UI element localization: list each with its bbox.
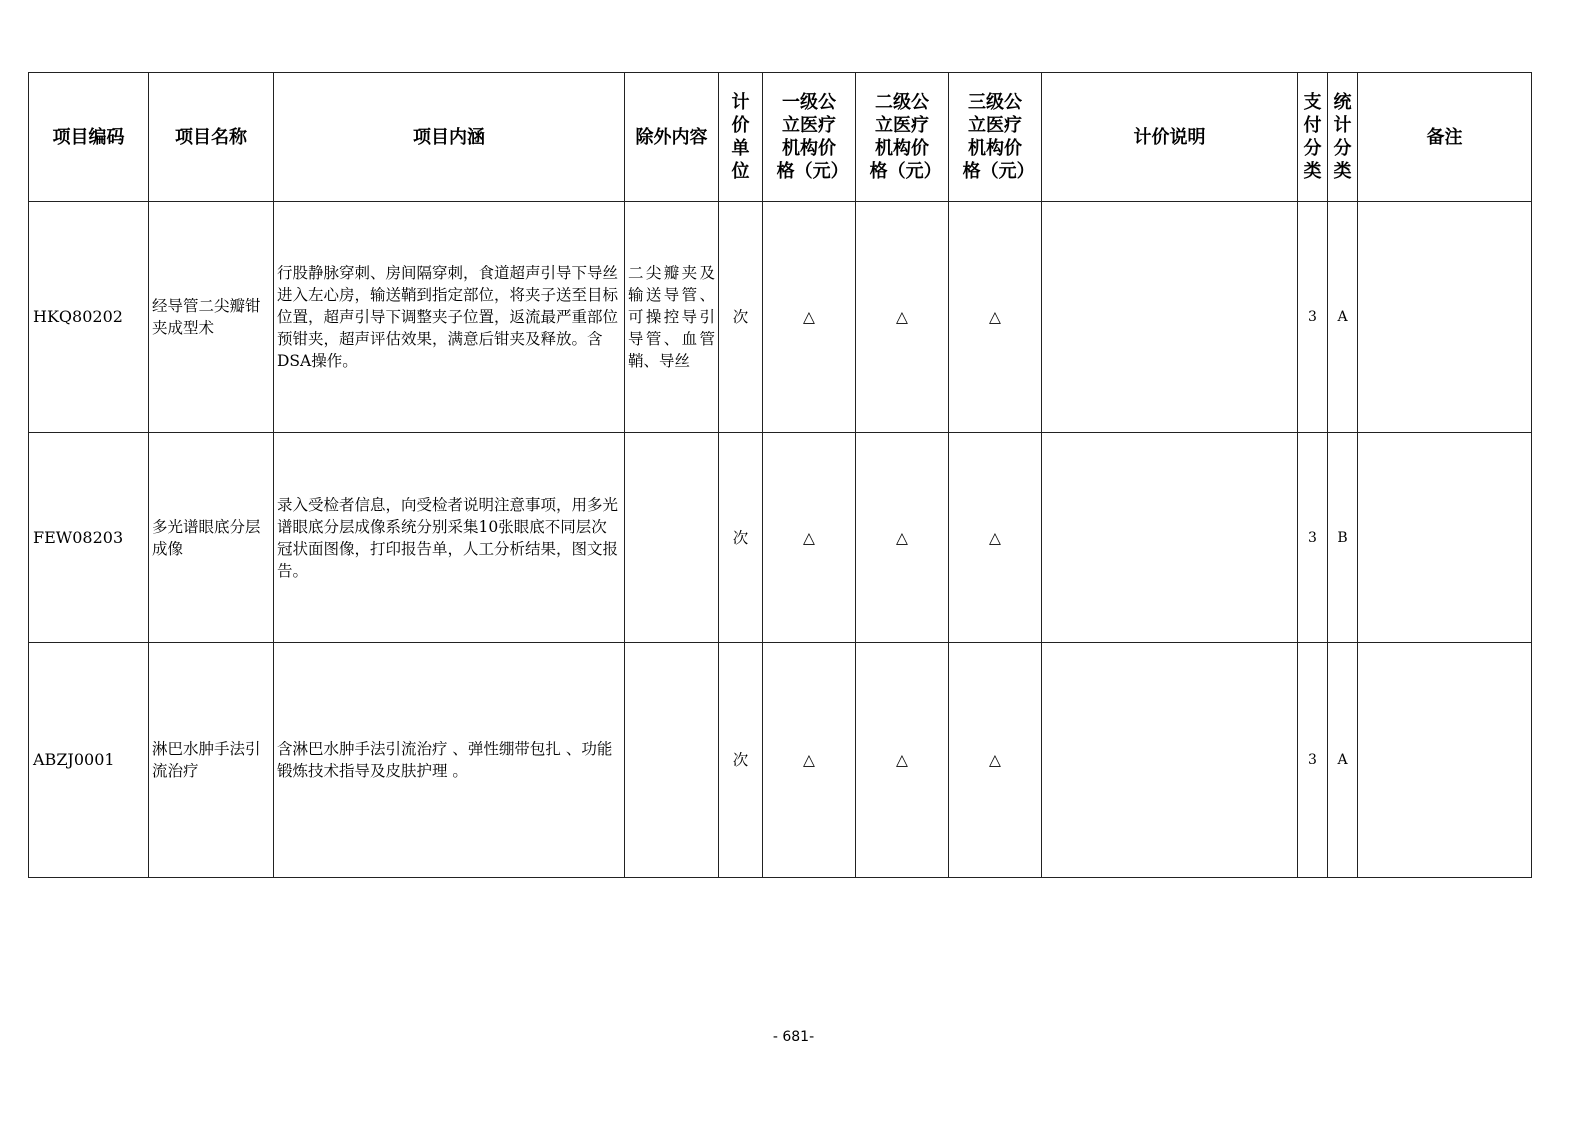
page-number: - 681- [772,1029,815,1045]
cell-pricing-note [1042,433,1298,643]
cell-content: 含淋巴水肿手法引流治疗 、弹性绷带包扎 、功能锻炼技术指导及皮肤护理 。 [274,643,625,878]
cell-content: 行股静脉穿刺、房间隔穿刺，食道超声引导下导丝进入左心房，输送鞘到指定部位，将夹子送至目标位置，超声引导下调整夹子位置，返流最严重部位预钳夹，超声评估效果，满意后钳夹及释放。含DSA操作。 [274,202,625,433]
header-row [29,73,1532,202]
cell-price-level3: △ [949,202,1042,433]
header-stat-category: 统计分类 [1328,73,1358,202]
cell-code: HKQ80202 [29,202,149,433]
cell-exclusions: 二尖瓣夹及输送导管、可操控导引导管、血管鞘、导丝 [625,202,719,433]
cell-stat-category: B [1328,433,1358,643]
header-price-level1: 一级公立医疗机构价格（元） [763,73,856,202]
cell-price-level1: △ [763,202,856,433]
cell-price-level3: △ [949,433,1042,643]
cell-unit: 次 [719,202,763,433]
header-pricing-note: 计价说明 [1042,73,1298,202]
cell-content: 录入受检者信息，向受检者说明注意事项，用多光谱眼底分层成像系统分别采集10张眼底不同层次冠状面图像，打印报告单，人工分析结果，图文报告。 [274,433,625,643]
table-row [29,202,1532,433]
cell-price-level1: △ [763,433,856,643]
header-unit: 计价单位 [719,73,763,202]
header-price-level3: 三级公立医疗机构价格（元） [949,73,1042,202]
header-exclusions: 除外内容 [625,73,719,202]
cell-payment-category: 3 [1298,202,1328,433]
cell-exclusions [625,433,719,643]
header-code: 项目编码 [29,73,149,202]
cell-code: FEW08203 [29,433,149,643]
cell-remarks [1358,643,1532,878]
cell-name: 淋巴水肿手法引流治疗 [149,643,274,878]
cell-code: ABZJ0001 [29,643,149,878]
cell-pricing-note [1042,643,1298,878]
header-name: 项目名称 [149,73,274,202]
header-payment-category: 支付分类 [1298,73,1328,202]
cell-price-level3: △ [949,643,1042,878]
cell-remarks [1358,433,1532,643]
table-row [29,433,1532,643]
cell-exclusions [625,643,719,878]
cell-name: 经导管二尖瓣钳夹成型术 [149,202,274,433]
pricing-table [28,72,1532,878]
cell-price-level2: △ [856,433,949,643]
cell-payment-category: 3 [1298,643,1328,878]
table-row [29,643,1532,878]
cell-unit: 次 [719,643,763,878]
cell-price-level2: △ [856,202,949,433]
cell-name: 多光谱眼底分层成像 [149,433,274,643]
header-content: 项目内涵 [274,73,625,202]
cell-stat-category: A [1328,643,1358,878]
cell-remarks [1358,202,1532,433]
cell-stat-category: A [1328,202,1358,433]
cell-payment-category: 3 [1298,433,1328,643]
cell-price-level1: △ [763,643,856,878]
cell-pricing-note [1042,202,1298,433]
cell-unit: 次 [719,433,763,643]
header-remarks: 备注 [1358,73,1532,202]
cell-price-level2: △ [856,643,949,878]
header-price-level2: 二级公立医疗机构价格（元） [856,73,949,202]
